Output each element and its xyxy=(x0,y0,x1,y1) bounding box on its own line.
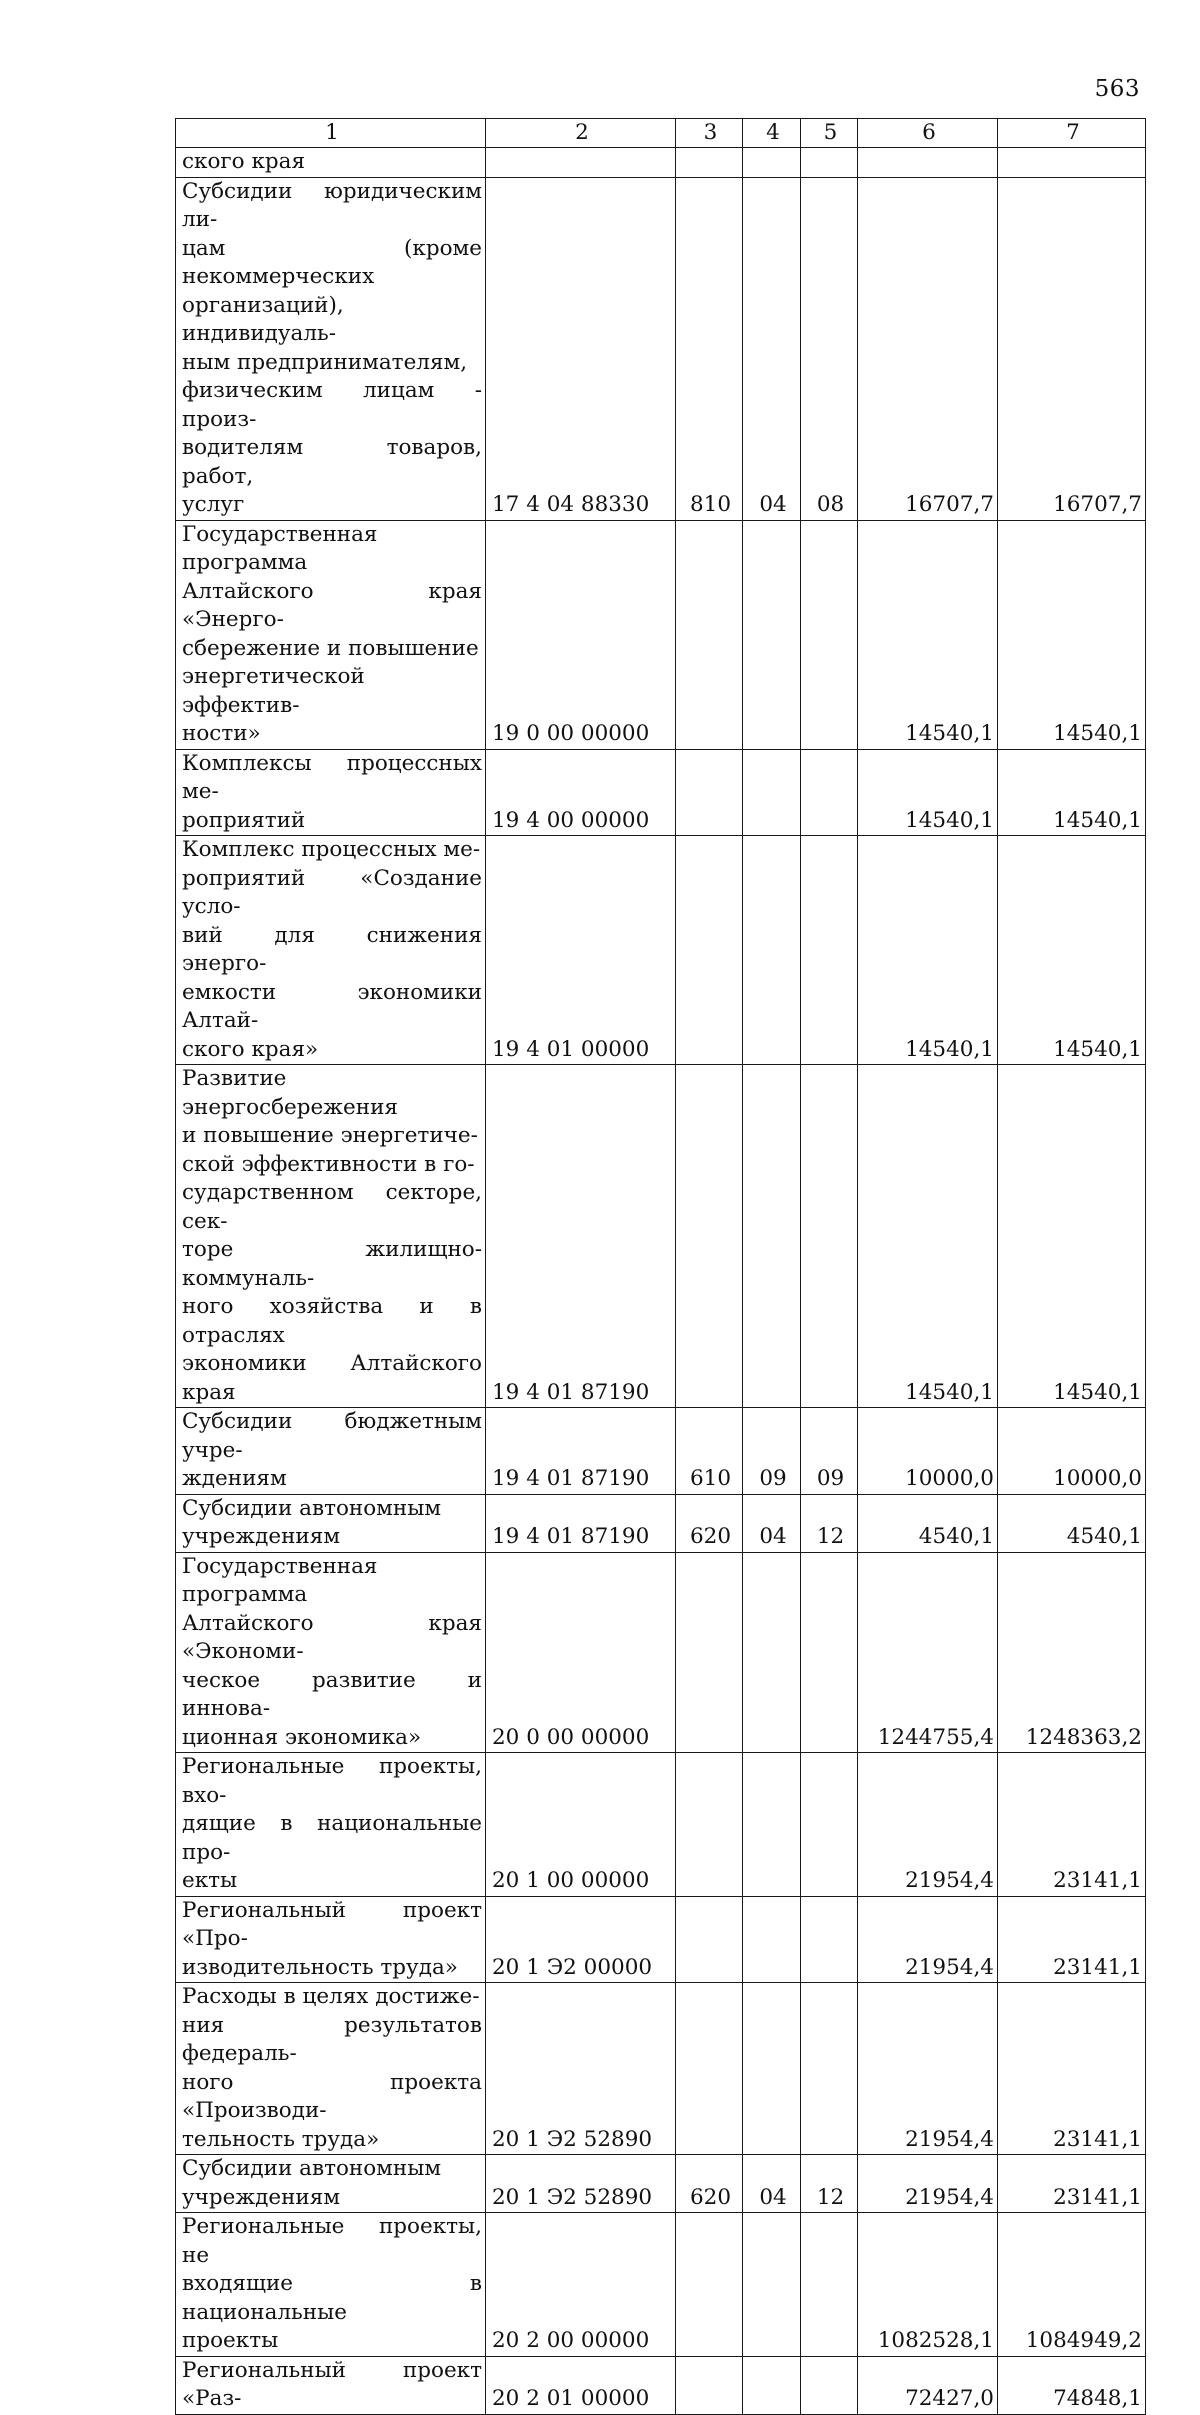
row-pr xyxy=(801,749,858,836)
row-sum1: 21954,4 xyxy=(858,1983,998,2155)
table-row xyxy=(176,749,1146,836)
row-pr xyxy=(801,2213,858,2357)
row-sum1 xyxy=(858,148,998,178)
header-col-5: 5 xyxy=(801,119,858,148)
row-pr xyxy=(801,148,858,178)
row-sum1: 21954,4 xyxy=(858,1896,998,1983)
row-vr xyxy=(676,520,743,749)
row-rz xyxy=(743,1552,801,1753)
row-name: Региональный проект «Раз- xyxy=(176,2356,486,2414)
row-pr xyxy=(801,2356,858,2414)
row-sum1: 72427,0 xyxy=(858,2356,998,2414)
table-row xyxy=(176,2155,1146,2213)
row-name: Комплекс процессных ме- роприятий «Создание усло- вий для снижения энерго- емкости экономики Алтай- ского края» xyxy=(176,836,486,1065)
row-rz xyxy=(743,1753,801,1897)
row-code: 19 4 01 87190 xyxy=(486,1408,676,1495)
row-vr xyxy=(676,1983,743,2155)
row-vr xyxy=(676,1896,743,1983)
row-sum2: 1084949,2 xyxy=(998,2213,1146,2357)
table-row xyxy=(176,1408,1146,1495)
row-code: 20 1 00 00000 xyxy=(486,1753,676,1897)
table-row xyxy=(176,1552,1146,1753)
row-name: Региональные проекты, вхо- дящие в национальные про- екты xyxy=(176,1753,486,1897)
row-code: 20 2 00 00000 xyxy=(486,2213,676,2357)
row-pr xyxy=(801,836,858,1065)
row-vr: 620 xyxy=(676,2155,743,2213)
row-sum2: 16707,7 xyxy=(998,177,1146,520)
row-sum2 xyxy=(998,148,1146,178)
row-sum1: 14540,1 xyxy=(858,520,998,749)
row-sum1: 14540,1 xyxy=(858,1065,998,1408)
row-rz xyxy=(743,520,801,749)
row-name: Субсидии автономным учреждениям xyxy=(176,2155,486,2213)
row-rz xyxy=(743,1896,801,1983)
row-sum2: 23141,1 xyxy=(998,1896,1146,1983)
row-name: Субсидии бюджетным учре- ждениям xyxy=(176,1408,486,1495)
row-code: 19 4 01 00000 xyxy=(486,836,676,1065)
row-sum2: 23141,1 xyxy=(998,1983,1146,2155)
row-code xyxy=(486,148,676,178)
row-rz: 04 xyxy=(743,2155,801,2213)
row-sum1: 1244755,4 xyxy=(858,1552,998,1753)
row-sum1: 10000,0 xyxy=(858,1408,998,1495)
header-col-6: 6 xyxy=(858,119,998,148)
row-rz xyxy=(743,2356,801,2414)
row-code: 19 4 01 87190 xyxy=(486,1065,676,1408)
header-col-3: 3 xyxy=(676,119,743,148)
budget-table xyxy=(175,118,1146,2415)
row-pr xyxy=(801,1753,858,1897)
table-row xyxy=(176,177,1146,520)
table-row xyxy=(176,1983,1146,2155)
row-vr: 810 xyxy=(676,177,743,520)
row-rz xyxy=(743,1983,801,2155)
row-sum1: 21954,4 xyxy=(858,2155,998,2213)
table-row xyxy=(176,148,1146,178)
row-vr xyxy=(676,1552,743,1753)
table-row xyxy=(176,2356,1146,2414)
row-sum2: 23141,1 xyxy=(998,2155,1146,2213)
row-pr: 12 xyxy=(801,2155,858,2213)
row-sum2: 1248363,2 xyxy=(998,1552,1146,1753)
row-vr xyxy=(676,1065,743,1408)
table-row xyxy=(176,836,1146,1065)
table-row xyxy=(176,1494,1146,1552)
page-number: 563 xyxy=(1094,76,1140,102)
row-name: Региональный проект «Про- изводительность труда» xyxy=(176,1896,486,1983)
row-sum2: 14540,1 xyxy=(998,836,1146,1065)
row-rz xyxy=(743,836,801,1065)
row-sum1: 4540,1 xyxy=(858,1494,998,1552)
row-pr xyxy=(801,1896,858,1983)
row-sum2: 14540,1 xyxy=(998,1065,1146,1408)
row-sum1: 1082528,1 xyxy=(858,2213,998,2357)
row-pr xyxy=(801,1065,858,1408)
row-vr xyxy=(676,2356,743,2414)
header-col-2: 2 xyxy=(486,119,676,148)
row-sum1: 14540,1 xyxy=(858,749,998,836)
row-code: 20 2 01 00000 xyxy=(486,2356,676,2414)
row-pr xyxy=(801,520,858,749)
table-row xyxy=(176,1753,1146,1897)
row-vr: 610 xyxy=(676,1408,743,1495)
row-sum2: 14540,1 xyxy=(998,520,1146,749)
row-pr: 12 xyxy=(801,1494,858,1552)
header-col-7: 7 xyxy=(998,119,1146,148)
row-vr xyxy=(676,2213,743,2357)
row-sum1: 16707,7 xyxy=(858,177,998,520)
row-sum1: 14540,1 xyxy=(858,836,998,1065)
row-name: ского края xyxy=(176,148,486,178)
row-sum2: 10000,0 xyxy=(998,1408,1146,1495)
row-name: Комплексы процессных ме- роприятий xyxy=(176,749,486,836)
row-code: 19 0 00 00000 xyxy=(486,520,676,749)
table-row xyxy=(176,1065,1146,1408)
row-pr xyxy=(801,1983,858,2155)
row-code: 20 1 Э2 00000 xyxy=(486,1896,676,1983)
row-name: Субсидии автономным учреждениям xyxy=(176,1494,486,1552)
row-sum2: 14540,1 xyxy=(998,749,1146,836)
row-pr: 09 xyxy=(801,1408,858,1495)
row-vr: 620 xyxy=(676,1494,743,1552)
table-row xyxy=(176,520,1146,749)
header-col-1: 1 xyxy=(176,119,486,148)
row-name: Субсидии юридическим ли- цам (кроме некоммерческих организаций), индивидуаль- ным предпринимателям, физическим лицам - произ- водителям товаров, работ, услуг xyxy=(176,177,486,520)
header-col-4: 4 xyxy=(743,119,801,148)
row-pr xyxy=(801,1552,858,1753)
row-vr xyxy=(676,836,743,1065)
row-code: 20 0 00 00000 xyxy=(486,1552,676,1753)
row-sum2: 4540,1 xyxy=(998,1494,1146,1552)
row-vr xyxy=(676,148,743,178)
table-row xyxy=(176,1896,1146,1983)
row-sum1: 21954,4 xyxy=(858,1753,998,1897)
row-code: 19 4 00 00000 xyxy=(486,749,676,836)
row-name: Развитие энергосбережения и повышение энергетиче- ской эффективности в го- сударственном секторе, сек- торе жилищно-коммуналь- ного хозяйства и в отраслях экономики Алтайского края xyxy=(176,1065,486,1408)
table-row xyxy=(176,2213,1146,2357)
row-code: 19 4 01 87190 xyxy=(486,1494,676,1552)
header-row xyxy=(176,119,1146,148)
row-code: 20 1 Э2 52890 xyxy=(486,2155,676,2213)
row-rz: 09 xyxy=(743,1408,801,1495)
row-code: 20 1 Э2 52890 xyxy=(486,1983,676,2155)
row-code: 17 4 04 88330 xyxy=(486,177,676,520)
row-name: Расходы в целях достиже- ния результатов федераль- ного проекта «Производи- тельность труда» xyxy=(176,1983,486,2155)
row-rz: 04 xyxy=(743,1494,801,1552)
row-name: Государственная программа Алтайского края «Экономи- ческое развитие и иннова- ционная экономика» xyxy=(176,1552,486,1753)
row-sum2: 74848,1 xyxy=(998,2356,1146,2414)
row-vr xyxy=(676,1753,743,1897)
row-name: Государственная программа Алтайского края «Энерго- сбережение и повышение энергетической эффектив- ности» xyxy=(176,520,486,749)
row-rz: 04 xyxy=(743,177,801,520)
row-pr: 08 xyxy=(801,177,858,520)
row-rz xyxy=(743,148,801,178)
row-rz xyxy=(743,749,801,836)
row-vr xyxy=(676,749,743,836)
row-sum2: 23141,1 xyxy=(998,1753,1146,1897)
row-rz xyxy=(743,2213,801,2357)
row-rz xyxy=(743,1065,801,1408)
row-name: Региональные проекты, не входящие в национальные проекты xyxy=(176,2213,486,2357)
